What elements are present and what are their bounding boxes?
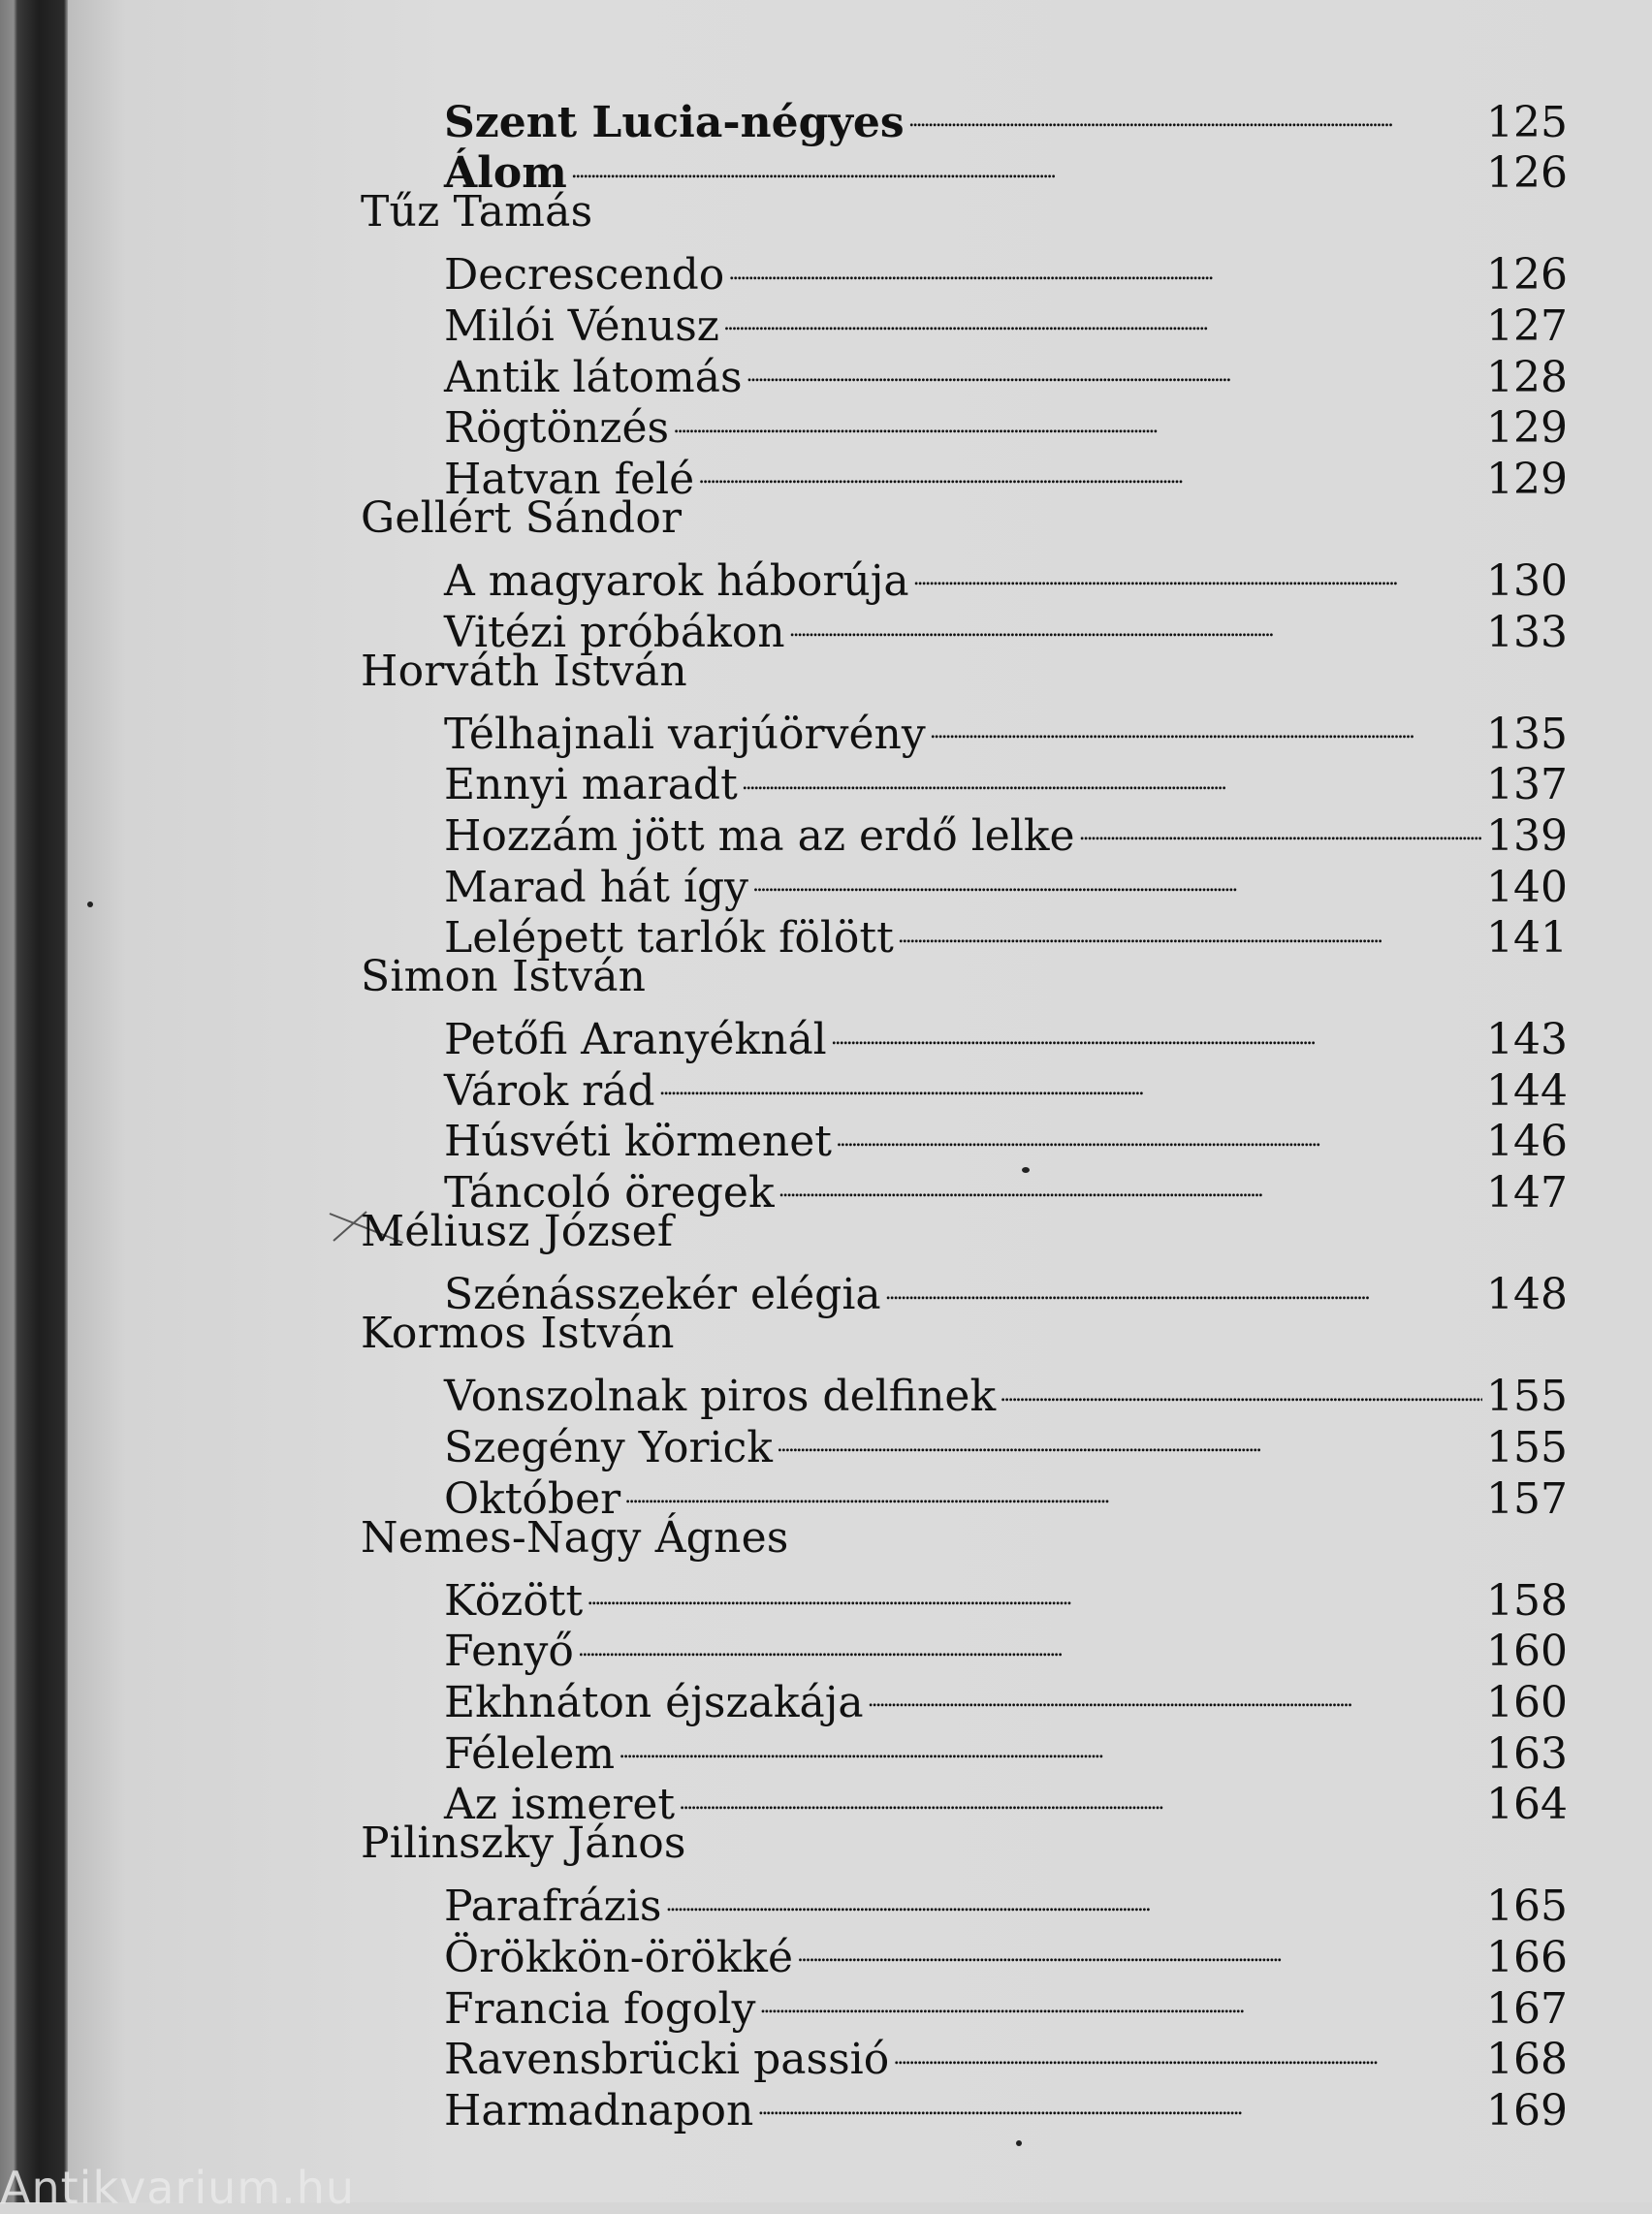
dot-leader — [587, 1564, 1482, 1615]
dot-leader — [659, 1054, 1482, 1105]
dot-leader — [742, 748, 1482, 800]
toc-section — [361, 1512, 1568, 1830]
page-number: 127 — [1486, 300, 1568, 351]
entry-title: Parafrázis — [444, 1882, 662, 1932]
entry-title: Ennyi maradt — [444, 760, 738, 810]
page-number: 166 — [1486, 1932, 1568, 1982]
page-number: 143 — [1486, 1015, 1568, 1065]
page-number: 128 — [1486, 352, 1568, 402]
dot-leader — [571, 137, 1482, 188]
toc-entry — [361, 697, 1568, 759]
toc-entry — [361, 1564, 1568, 1626]
entry-title: Szénásszekér elégia — [444, 1270, 881, 1320]
page-number: 148 — [1486, 1270, 1568, 1320]
toc-section — [361, 1309, 1568, 1524]
page-number: 129 — [1486, 403, 1568, 454]
dot-leader — [723, 289, 1482, 340]
toc-entry — [361, 1003, 1568, 1065]
entry-title: Francia fogoly — [444, 1983, 756, 2034]
dot-leader — [930, 697, 1482, 748]
page-number: 155 — [1486, 1372, 1568, 1422]
dot-leader — [747, 340, 1482, 392]
toc-section — [361, 492, 1568, 657]
page-number: 126 — [1486, 148, 1568, 199]
page-number: 140 — [1486, 862, 1568, 912]
page-number: 141 — [1486, 913, 1568, 964]
author-name: Simon István — [361, 952, 647, 1002]
author-name: Nemes-Nagy Ágnes — [361, 1512, 789, 1563]
dot-leader — [778, 1155, 1482, 1207]
dot-leader — [757, 2073, 1482, 2125]
watermark: Antikvarium.hu — [0, 2162, 356, 2214]
dot-leader — [913, 544, 1482, 595]
dot-leader — [1000, 1360, 1482, 1411]
dot-leader — [777, 1410, 1482, 1462]
page-number: 137 — [1486, 760, 1568, 810]
page-number: 135 — [1486, 709, 1568, 759]
entry-title: Milói Vénusz — [444, 300, 719, 351]
entry-title: Decrescendo — [444, 250, 725, 300]
entry-title: Szent Lucia-négyes — [444, 97, 905, 147]
page-number: 155 — [1486, 1423, 1568, 1473]
entry-title: Hatvan felé — [444, 454, 695, 504]
entry-title: Szegény Yorick — [444, 1423, 773, 1473]
author-name: Pilinszky János — [361, 1819, 686, 1869]
entry-title: Ekhnáton éjszakája — [444, 1678, 864, 1727]
table-of-contents — [361, 85, 1568, 2135]
entry-title: Hozzám jött ma az erdő lelke — [444, 810, 1075, 861]
page-number: 169 — [1486, 2085, 1568, 2135]
dot-leader — [759, 1972, 1482, 2023]
dot-leader — [673, 392, 1482, 443]
page-number: 126 — [1486, 250, 1568, 300]
entry-title: Vonszolnak piros delfinek — [444, 1372, 997, 1422]
toc-section — [361, 187, 1568, 504]
toc-entry — [361, 544, 1568, 606]
page-number: 133 — [1486, 607, 1568, 657]
entry-title: Ravensbrücki passió — [444, 2035, 890, 2085]
toc-entry — [361, 1258, 1568, 1320]
entry-title: Az ismeret — [444, 1780, 676, 1830]
page-number: 130 — [1486, 555, 1568, 606]
toc-section — [361, 1819, 1568, 2135]
dot-leader — [1079, 799, 1482, 850]
toc-entry — [361, 238, 1568, 300]
dot-leader — [836, 1105, 1482, 1156]
author-name: Méliusz József — [361, 1207, 674, 1257]
dot-leader — [578, 1615, 1482, 1666]
entry-title: Várok rád — [444, 1065, 655, 1116]
toc-section — [361, 1207, 1568, 1320]
entry-title: Félelem — [444, 1728, 616, 1779]
entry-title: Álom — [444, 148, 567, 199]
page-number: 139 — [1486, 810, 1568, 861]
dot-leader — [752, 850, 1482, 901]
page-number: 168 — [1486, 2035, 1568, 2085]
book-spine-shadow — [0, 0, 68, 2202]
dot-leader — [666, 1870, 1482, 1921]
dot-leader — [868, 1665, 1482, 1717]
dot-leader — [789, 595, 1482, 647]
page-number: 146 — [1486, 1117, 1568, 1167]
dot-leader — [619, 1717, 1482, 1768]
page-number: 167 — [1486, 1983, 1568, 2034]
author-name: Gellért Sándor — [361, 492, 683, 543]
entry-title: Petőfi Aranyéknál — [444, 1015, 827, 1065]
toc-entry — [361, 1870, 1568, 1932]
page-number: 160 — [1486, 1627, 1568, 1677]
page-number: 157 — [1486, 1473, 1568, 1524]
toc-entry — [361, 1360, 1568, 1422]
entry-title: Húsvéti körmenet — [444, 1117, 832, 1167]
author-name: Horváth István — [361, 646, 687, 696]
dot-leader — [831, 1003, 1482, 1055]
entry-title: Rögtönzés — [444, 403, 670, 454]
toc-entry — [361, 85, 1568, 147]
dot-leader — [908, 85, 1482, 137]
author-name: Kormos István — [361, 1309, 675, 1359]
entry-title: Között — [444, 1575, 584, 1626]
entry-title: Marad hát így — [444, 862, 749, 912]
entry-title: Október — [444, 1473, 621, 1524]
entry-title: Antik látomás — [444, 352, 743, 402]
author-name: Tűz Tamás — [361, 187, 593, 237]
entry-title: Harmadnapon — [444, 2085, 754, 2135]
print-speck — [87, 901, 93, 907]
toc-section — [361, 646, 1568, 964]
page-number: 160 — [1486, 1678, 1568, 1727]
page-number: 165 — [1486, 1882, 1568, 1932]
print-speck — [1016, 2140, 1022, 2146]
page-number: 158 — [1486, 1575, 1568, 1626]
dot-leader — [728, 238, 1482, 290]
dot-leader — [624, 1462, 1482, 1513]
page-number: 129 — [1486, 454, 1568, 504]
entry-title: Táncoló öregek — [444, 1168, 775, 1218]
page-number: 125 — [1486, 97, 1568, 147]
entry-title: Télhajnali varjúörvény — [444, 709, 926, 759]
page-number: 163 — [1486, 1728, 1568, 1779]
entry-title: Lelépett tarlók fölött — [444, 913, 894, 964]
entry-title: Vitézi próbákon — [444, 607, 785, 657]
dot-leader — [898, 901, 1482, 953]
toc-section — [361, 85, 1568, 199]
page-number: 164 — [1486, 1780, 1568, 1830]
dot-leader — [893, 2023, 1482, 2074]
page-number: 144 — [1486, 1065, 1568, 1116]
entry-title: A magyarok háborúja — [444, 555, 909, 606]
dot-leader — [698, 442, 1482, 493]
dot-leader — [679, 1768, 1482, 1819]
page-number: 147 — [1486, 1168, 1568, 1218]
toc-section — [361, 952, 1568, 1218]
entry-title: Fenyő — [444, 1627, 574, 1677]
dot-leader — [797, 1920, 1482, 1972]
dot-leader — [885, 1258, 1482, 1310]
entry-title: Örökkön-örökké — [444, 1932, 793, 1982]
